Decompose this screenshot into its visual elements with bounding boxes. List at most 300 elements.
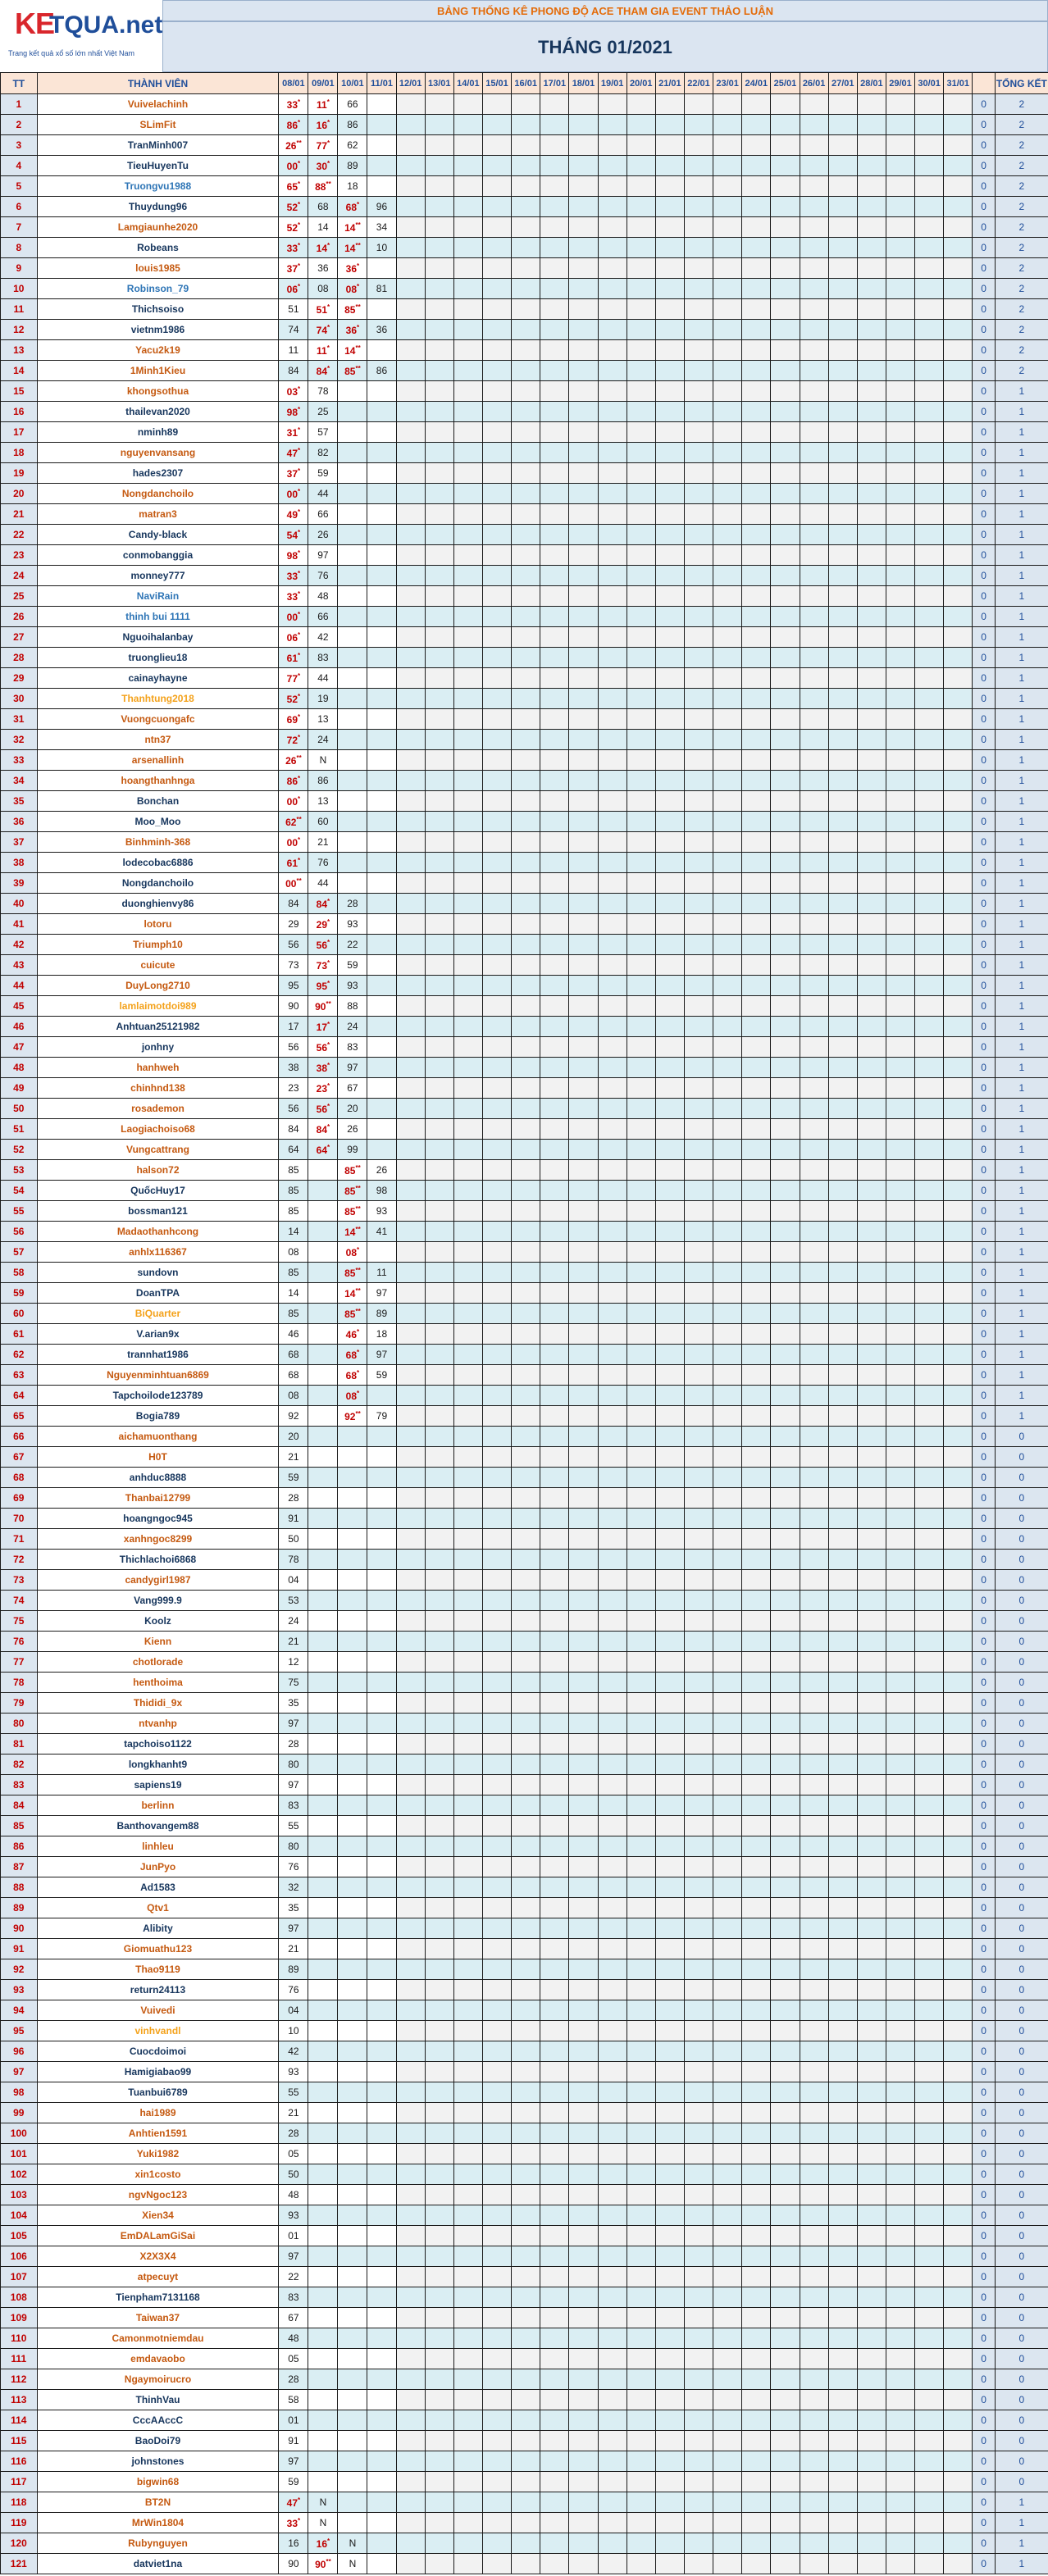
day-cell: 67 <box>338 1078 367 1099</box>
day-cell <box>627 709 655 730</box>
day-cell <box>857 873 886 894</box>
table-row <box>1 1877 1048 1898</box>
day-cell <box>396 1037 425 1058</box>
day-cell <box>742 2513 771 2533</box>
total-count: 1 <box>995 1037 1048 1058</box>
day-cell <box>915 320 944 340</box>
day-cell <box>655 135 684 156</box>
day-cell <box>684 1632 713 1652</box>
day-cell <box>512 1468 540 1488</box>
day-cell <box>540 914 569 935</box>
day-cell <box>627 156 655 176</box>
day-cell <box>453 176 482 197</box>
day-cell <box>512 320 540 340</box>
day-cell <box>800 2287 828 2308</box>
day-cell <box>857 1529 886 1550</box>
day-cell <box>425 2431 453 2451</box>
row-number: 48 <box>1 1058 38 1078</box>
table-row <box>1 1673 1048 1693</box>
miss-count: 0 <box>973 217 995 238</box>
total-count: 0 <box>995 1570 1048 1591</box>
day-cell <box>886 2205 914 2226</box>
miss-count: 0 <box>973 709 995 730</box>
day-cell <box>655 1345 684 1365</box>
day-cell <box>598 2472 627 2492</box>
day-cell: 42 <box>308 627 338 648</box>
header-date: 24/01 <box>742 73 771 94</box>
day-cell: 73* <box>308 955 338 976</box>
day-cell: 11 <box>367 1263 396 1283</box>
day-cell <box>396 1611 425 1632</box>
day-cell <box>828 2492 857 2513</box>
day-cell <box>569 955 598 976</box>
day-cell <box>482 566 511 586</box>
miss-count: 0 <box>973 1365 995 1386</box>
day-cell <box>598 1447 627 1468</box>
day-cell <box>627 1652 655 1673</box>
day-cell <box>627 1365 655 1386</box>
day-cell: 12 <box>279 1652 308 1673</box>
day-cell <box>800 771 828 791</box>
day-cell <box>828 1365 857 1386</box>
member-name: monney777 <box>37 566 279 586</box>
miss-count: 0 <box>973 1959 995 1980</box>
day-cell <box>684 1529 713 1550</box>
day-cell <box>569 443 598 463</box>
day-cell <box>425 1160 453 1181</box>
day-cell <box>915 156 944 176</box>
day-cell <box>944 422 973 443</box>
day-cell <box>684 709 713 730</box>
day-cell <box>944 1427 973 1447</box>
day-cell <box>800 115 828 135</box>
day-cell <box>598 1119 627 1140</box>
day-cell <box>655 1673 684 1693</box>
day-cell <box>857 1632 886 1652</box>
table-row <box>1 176 1048 197</box>
day-cell <box>857 422 886 443</box>
day-cell <box>482 2267 511 2287</box>
day-cell <box>569 873 598 894</box>
day-cell <box>655 197 684 217</box>
day-cell <box>713 217 742 238</box>
day-cell <box>742 791 771 812</box>
table-row <box>1 2246 1048 2267</box>
day-cell <box>684 217 713 238</box>
day-cell <box>512 381 540 402</box>
day-cell <box>396 2267 425 2287</box>
day-cell <box>627 2513 655 2533</box>
total-count: 0 <box>995 1591 1048 1611</box>
day-cell <box>396 279 425 299</box>
total-count: 0 <box>995 1775 1048 1795</box>
day-cell <box>396 1242 425 1263</box>
day-cell: 86* <box>279 771 308 791</box>
day-cell <box>540 2492 569 2513</box>
day-cell <box>742 2308 771 2328</box>
day-cell <box>396 1877 425 1898</box>
day-cell <box>944 2267 973 2287</box>
day-cell <box>482 484 511 504</box>
day-cell <box>308 1529 338 1550</box>
day-cell <box>338 1939 367 1959</box>
day-cell <box>482 709 511 730</box>
day-cell <box>338 2410 367 2431</box>
day-cell <box>713 791 742 812</box>
day-cell <box>828 1652 857 1673</box>
day-cell <box>569 258 598 279</box>
day-cell <box>886 1734 914 1755</box>
day-cell <box>512 566 540 586</box>
day-cell <box>396 668 425 689</box>
day-cell <box>800 1775 828 1795</box>
day-cell <box>453 2287 482 2308</box>
day-cell <box>367 627 396 648</box>
day-cell <box>627 1406 655 1427</box>
day-cell <box>684 1017 713 1037</box>
day-cell <box>742 115 771 135</box>
miss-count: 0 <box>973 2021 995 2041</box>
day-cell <box>482 1775 511 1795</box>
header-date: 14/01 <box>453 73 482 94</box>
day-cell <box>857 504 886 525</box>
day-cell: 76 <box>308 853 338 873</box>
day-cell <box>453 1078 482 1099</box>
day-cell <box>540 607 569 627</box>
member-name: Thididi_9x <box>37 1693 279 1714</box>
member-name: vietnm1986 <box>37 320 279 340</box>
row-number: 4 <box>1 156 38 176</box>
miss-count: 0 <box>973 340 995 361</box>
day-cell <box>512 1816 540 1836</box>
day-cell <box>338 1959 367 1980</box>
day-cell <box>915 422 944 443</box>
table-row <box>1 443 1048 463</box>
day-cell <box>627 1529 655 1550</box>
day-cell <box>627 1283 655 1304</box>
day-cell <box>684 2164 713 2185</box>
day-cell <box>828 812 857 832</box>
member-name: louis1985 <box>37 258 279 279</box>
row-number: 34 <box>1 771 38 791</box>
day-cell: 56 <box>279 1037 308 1058</box>
day-cell <box>684 996 713 1017</box>
day-cell <box>915 2267 944 2287</box>
day-cell <box>569 1611 598 1632</box>
row-number: 50 <box>1 1099 38 1119</box>
day-cell <box>684 1980 713 2000</box>
day-cell <box>512 1140 540 1160</box>
day-cell <box>944 627 973 648</box>
day-cell <box>742 94 771 115</box>
day-cell <box>482 1877 511 1898</box>
day-cell <box>540 1037 569 1058</box>
day-cell <box>684 1652 713 1673</box>
day-cell <box>684 2554 713 2574</box>
day-cell <box>857 2103 886 2123</box>
day-cell: 91 <box>279 2431 308 2451</box>
day-cell <box>453 94 482 115</box>
day-cell <box>338 1980 367 2000</box>
day-cell <box>800 1283 828 1304</box>
day-cell <box>482 627 511 648</box>
day-cell <box>742 1078 771 1099</box>
day-cell <box>800 607 828 627</box>
day-cell <box>886 2103 914 2123</box>
day-cell <box>857 1591 886 1611</box>
table-row <box>1 730 1048 750</box>
day-cell <box>886 771 914 791</box>
total-count: 1 <box>995 1263 1048 1283</box>
day-cell <box>540 730 569 750</box>
day-cell <box>655 299 684 320</box>
day-cell <box>338 422 367 443</box>
miss-count: 0 <box>973 1836 995 1857</box>
day-cell <box>828 1304 857 1324</box>
day-cell <box>598 894 627 914</box>
day-cell <box>425 2123 453 2144</box>
day-cell <box>598 1365 627 1386</box>
day-cell <box>742 1877 771 1898</box>
day-cell <box>482 750 511 771</box>
day-cell <box>713 2369 742 2390</box>
day-cell <box>857 1160 886 1181</box>
day-cell <box>684 1058 713 1078</box>
table-row <box>1 1160 1048 1181</box>
day-cell <box>828 1201 857 1222</box>
member-name: sundovn <box>37 1263 279 1283</box>
miss-count: 0 <box>973 750 995 771</box>
day-cell: 68* <box>338 197 367 217</box>
day-cell <box>771 1775 800 1795</box>
table-row <box>1 2021 1048 2041</box>
day-cell <box>684 1959 713 1980</box>
day-cell <box>338 771 367 791</box>
day-cell <box>800 2021 828 2041</box>
day-cell <box>396 2492 425 2513</box>
day-cell <box>540 2226 569 2246</box>
header-date: 17/01 <box>540 73 569 94</box>
day-cell: 00* <box>279 791 308 812</box>
day-cell <box>396 2041 425 2062</box>
member-name: Cuocdoimoi <box>37 2041 279 2062</box>
day-cell <box>569 545 598 566</box>
row-number: 92 <box>1 1959 38 1980</box>
day-cell <box>944 402 973 422</box>
day-cell <box>540 504 569 525</box>
day-cell <box>569 894 598 914</box>
day-cell <box>482 463 511 484</box>
day-cell <box>425 1918 453 1939</box>
miss-count: 0 <box>973 1017 995 1037</box>
day-cell <box>828 2205 857 2226</box>
day-cell <box>655 176 684 197</box>
day-cell <box>742 1304 771 1324</box>
day-cell: 84* <box>308 361 338 381</box>
day-cell <box>482 2431 511 2451</box>
day-cell <box>857 2082 886 2103</box>
day-cell <box>684 94 713 115</box>
day-cell <box>713 1980 742 2000</box>
day-cell <box>598 2451 627 2472</box>
day-cell: 97 <box>279 1775 308 1795</box>
day-cell <box>540 94 569 115</box>
day-cell <box>915 1529 944 1550</box>
day-cell <box>338 709 367 730</box>
row-number: 25 <box>1 586 38 607</box>
table-row <box>1 1652 1048 1673</box>
day-cell <box>338 2472 367 2492</box>
day-cell <box>800 279 828 299</box>
table-row <box>1 238 1048 258</box>
day-cell <box>453 1734 482 1755</box>
day-cell: 56* <box>308 1037 338 1058</box>
day-cell <box>886 1550 914 1570</box>
day-cell <box>540 689 569 709</box>
day-cell <box>655 935 684 955</box>
row-number: 120 <box>1 2533 38 2554</box>
member-name: Ad1583 <box>37 1877 279 1898</box>
day-cell <box>396 340 425 361</box>
day-cell <box>367 1119 396 1140</box>
day-cell <box>396 1386 425 1406</box>
day-cell <box>627 361 655 381</box>
day-cell <box>915 566 944 586</box>
day-cell <box>396 935 425 955</box>
day-cell <box>540 1324 569 1345</box>
day-cell <box>857 2349 886 2369</box>
day-cell <box>713 2185 742 2205</box>
day-cell <box>800 1222 828 1242</box>
day-cell <box>771 1078 800 1099</box>
total-count: 1 <box>995 381 1048 402</box>
day-cell <box>915 914 944 935</box>
day-cell <box>886 1836 914 1857</box>
row-number: 83 <box>1 1775 38 1795</box>
day-cell <box>828 1263 857 1283</box>
row-number: 80 <box>1 1714 38 1734</box>
day-cell <box>771 1365 800 1386</box>
day-cell <box>742 1509 771 1529</box>
day-cell: 24 <box>279 1611 308 1632</box>
header-date: 26/01 <box>800 73 828 94</box>
day-cell <box>482 1078 511 1099</box>
miss-count: 0 <box>973 2513 995 2533</box>
day-cell <box>800 422 828 443</box>
day-cell <box>396 2513 425 2533</box>
day-cell <box>771 832 800 853</box>
day-cell <box>655 1755 684 1775</box>
day-cell <box>367 2287 396 2308</box>
total-count: 0 <box>995 2287 1048 2308</box>
day-cell <box>453 2267 482 2287</box>
total-count: 1 <box>995 545 1048 566</box>
day-cell: 26 <box>338 1119 367 1140</box>
day-cell <box>828 2431 857 2451</box>
day-cell <box>308 1632 338 1652</box>
day-cell: 08* <box>338 1386 367 1406</box>
day-cell <box>886 525 914 545</box>
row-number: 90 <box>1 1918 38 1939</box>
day-cell <box>771 2185 800 2205</box>
day-cell <box>627 1632 655 1652</box>
day-cell <box>886 2062 914 2082</box>
day-cell <box>396 1427 425 1447</box>
total-count: 1 <box>995 504 1048 525</box>
header-date: 10/01 <box>338 73 367 94</box>
day-cell <box>886 2492 914 2513</box>
day-cell <box>512 586 540 607</box>
day-cell <box>857 1959 886 1980</box>
day-cell <box>425 176 453 197</box>
day-cell <box>857 1611 886 1632</box>
day-cell <box>338 2164 367 2185</box>
day-cell <box>771 2554 800 2574</box>
day-cell <box>828 2472 857 2492</box>
day-cell <box>627 955 655 976</box>
day-cell <box>828 1324 857 1345</box>
day-cell: 61* <box>279 648 308 668</box>
day-cell <box>425 832 453 853</box>
day-cell <box>655 340 684 361</box>
day-cell <box>684 1283 713 1304</box>
day-cell <box>828 320 857 340</box>
header-date: 11/01 <box>367 73 396 94</box>
day-cell <box>569 607 598 627</box>
day-cell <box>915 2472 944 2492</box>
day-cell <box>915 2205 944 2226</box>
day-cell <box>338 2492 367 2513</box>
day-cell <box>540 2000 569 2021</box>
day-cell: 56 <box>279 1099 308 1119</box>
day-cell <box>886 484 914 504</box>
day-cell <box>655 996 684 1017</box>
day-cell <box>540 566 569 586</box>
day-cell <box>453 1836 482 1857</box>
total-count: 0 <box>995 1877 1048 1898</box>
day-cell <box>655 1775 684 1795</box>
day-cell <box>569 1406 598 1427</box>
day-cell <box>338 443 367 463</box>
day-cell <box>800 955 828 976</box>
day-cell <box>569 1550 598 1570</box>
table-row <box>1 607 1048 627</box>
day-cell <box>540 1078 569 1099</box>
day-cell <box>771 2103 800 2123</box>
total-count: 0 <box>995 1918 1048 1939</box>
day-cell <box>655 1714 684 1734</box>
day-cell <box>915 668 944 689</box>
day-cell <box>425 771 453 791</box>
day-cell <box>540 2431 569 2451</box>
day-cell <box>742 504 771 525</box>
day-cell <box>771 2451 800 2472</box>
day-cell: 51 <box>279 299 308 320</box>
day-cell <box>886 463 914 484</box>
day-cell <box>453 484 482 504</box>
day-cell <box>857 402 886 422</box>
day-cell <box>915 115 944 135</box>
day-cell <box>627 996 655 1017</box>
day-cell <box>512 1283 540 1304</box>
day-cell <box>828 1836 857 1857</box>
day-cell <box>396 176 425 197</box>
day-cell <box>742 607 771 627</box>
day-cell <box>828 1795 857 1816</box>
day-cell <box>425 340 453 361</box>
day-cell <box>569 1447 598 1468</box>
site-logo[interactable] <box>0 0 162 72</box>
